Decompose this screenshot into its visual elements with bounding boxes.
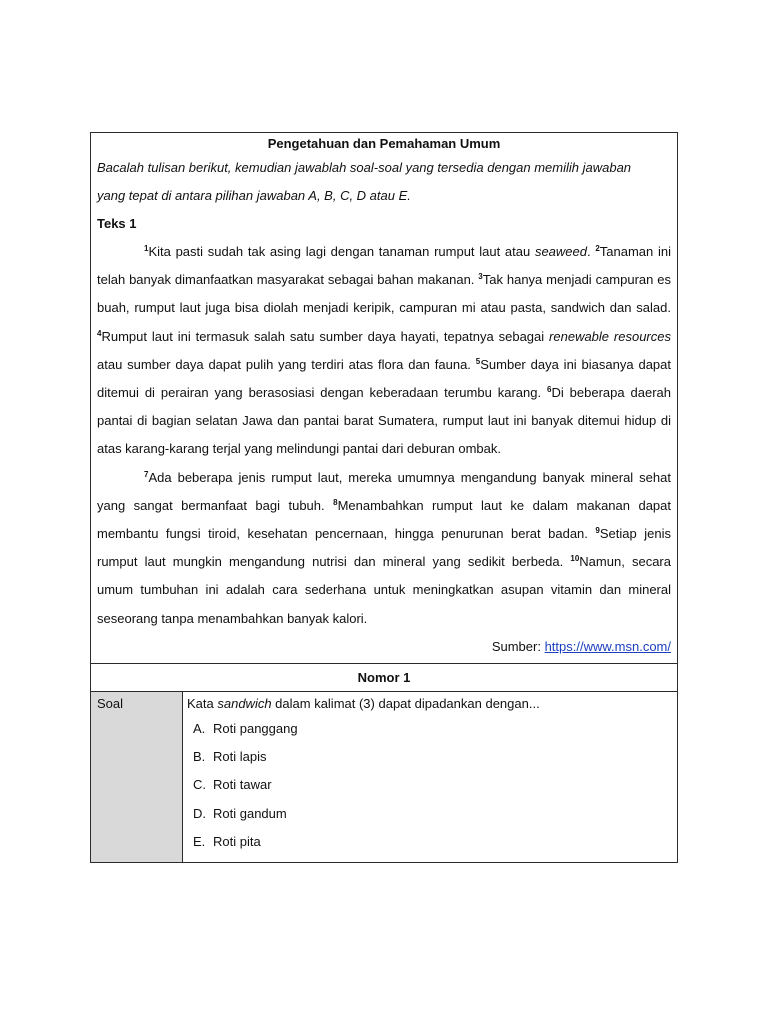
- sentence-number: 9: [595, 526, 600, 536]
- sentence-number: 10: [570, 554, 580, 564]
- sentence-number: 2: [595, 244, 600, 253]
- answer-option[interactable]: [187, 743, 671, 771]
- question-row: [91, 691, 677, 862]
- option-text: Roti lapis: [213, 749, 267, 765]
- option-text: Roti gandum: [213, 805, 287, 821]
- instructions-line-2: yang tepat di antara pilihan jawaban A, B, C, D atau E.: [97, 188, 411, 203]
- answer-option[interactable]: [187, 715, 671, 743]
- option-text: Roti pita: [213, 834, 261, 850]
- sentence-text: Di beberapa daerah pantai di bagian selatan Jawa dan pantai barat Sumatera, rumput laut ini banyak ditemui hidup di atas karang-karang terjal yang melindungi pantai dari deburan ombak.: [97, 385, 671, 457]
- reading-paragraph-1: [97, 238, 671, 464]
- sentence-text: .: [587, 244, 596, 259]
- sentence-number: 8: [333, 497, 338, 507]
- italic-term: seaweed: [534, 244, 587, 259]
- sentence-text: Rumput laut ini termasuk salah satu sumber daya hayati, tepatnya sebagai: [101, 328, 550, 344]
- instructions-line-1: Bacalah tulisan berikut, kemudian jawablah soal-soal yang tersedia dengan memilih jawaban: [97, 160, 632, 175]
- option-text: Roti panggang: [213, 720, 298, 736]
- sentence-text: atau sumber daya dapat pulih yang terdiri atas flora dan fauna.: [97, 356, 476, 372]
- source-label: Sumber:: [491, 638, 545, 654]
- question-keyword: sandwich: [217, 695, 272, 711]
- option-letter: E.: [193, 834, 206, 850]
- reading-paragraph-2: [97, 464, 671, 633]
- exam-table: [90, 132, 678, 863]
- sentence-text: Menambahkan rumput laut ke dalam makanan dapat membantu fungsi tiroid, kesehatan pencernaan, hingga penurunan berat badan.: [97, 497, 671, 542]
- section-title: Pengetahuan dan Pemahaman Umum: [267, 136, 501, 151]
- source-line: [97, 633, 671, 663]
- instructions-text: [97, 154, 671, 210]
- option-letter: A.: [193, 720, 206, 736]
- instructions-section: [91, 133, 677, 663]
- sentence-text: Namun, secara umum tumbuhan ini adalah cara sederhana untuk meningkatkan asupan vitamin dan mineral seseorang tanpa menambahkan banyak kalori.: [97, 554, 671, 626]
- sentence-text: Setiap jenis rumput laut mungkin mengandung nutrisi dan mineral yang sedikit berbeda.: [97, 526, 671, 570]
- source-link[interactable]: https://www.msn.com/: [544, 638, 671, 654]
- option-letter: B.: [193, 749, 206, 765]
- option-letter: C.: [193, 777, 206, 793]
- option-text: Roti tawar: [213, 777, 272, 793]
- sentence-number: 6: [547, 385, 552, 395]
- sentence-text: Tak hanya menjadi campuran es buah, rumput laut juga bisa diolah menjadi keripik, campuran mi atau pasta, sandwich dan salad.: [97, 272, 671, 316]
- sentence-number: 5: [475, 356, 481, 366]
- soal-label: Soal: [91, 692, 183, 862]
- question-text-end: dalam kalimat (3) dapat dipadankan dengan...: [271, 695, 540, 711]
- answer-option[interactable]: [187, 771, 671, 799]
- answer-option[interactable]: [187, 800, 671, 828]
- text-label: Teks 1: [97, 216, 137, 231]
- question-text-start: Kata: [187, 695, 218, 711]
- sentence-number: 3: [478, 272, 483, 282]
- option-letter: D.: [193, 805, 206, 821]
- sentence-text: Sumber daya ini biasanya dapat ditemui di perairan yang berasosiasi dengan keberadaan terumbu karang.: [97, 356, 671, 401]
- answer-options: [187, 715, 671, 856]
- question-number-title: Nomor 1: [357, 669, 411, 685]
- sentence-number: 4: [97, 328, 102, 338]
- sentence-text: Ada beberapa jenis rumput laut, mereka umumnya mengandung banyak mineral sehat yang sangat bermanfaat bagi tubuh.: [97, 469, 671, 513]
- sentence-number: 7: [144, 469, 149, 479]
- italic-term: renewable resources: [549, 328, 671, 344]
- sentence-text: Kita pasti sudah tak asing lagi dengan tanaman rumput laut atau: [148, 244, 535, 259]
- answer-option[interactable]: [187, 828, 671, 856]
- question-text: [187, 692, 671, 715]
- sentence-text: Tanaman ini telah banyak dimanfaatkan masyarakat sebagai bahan makanan.: [97, 244, 671, 288]
- question-body: [183, 692, 677, 862]
- sentence-number: 1: [144, 244, 149, 253]
